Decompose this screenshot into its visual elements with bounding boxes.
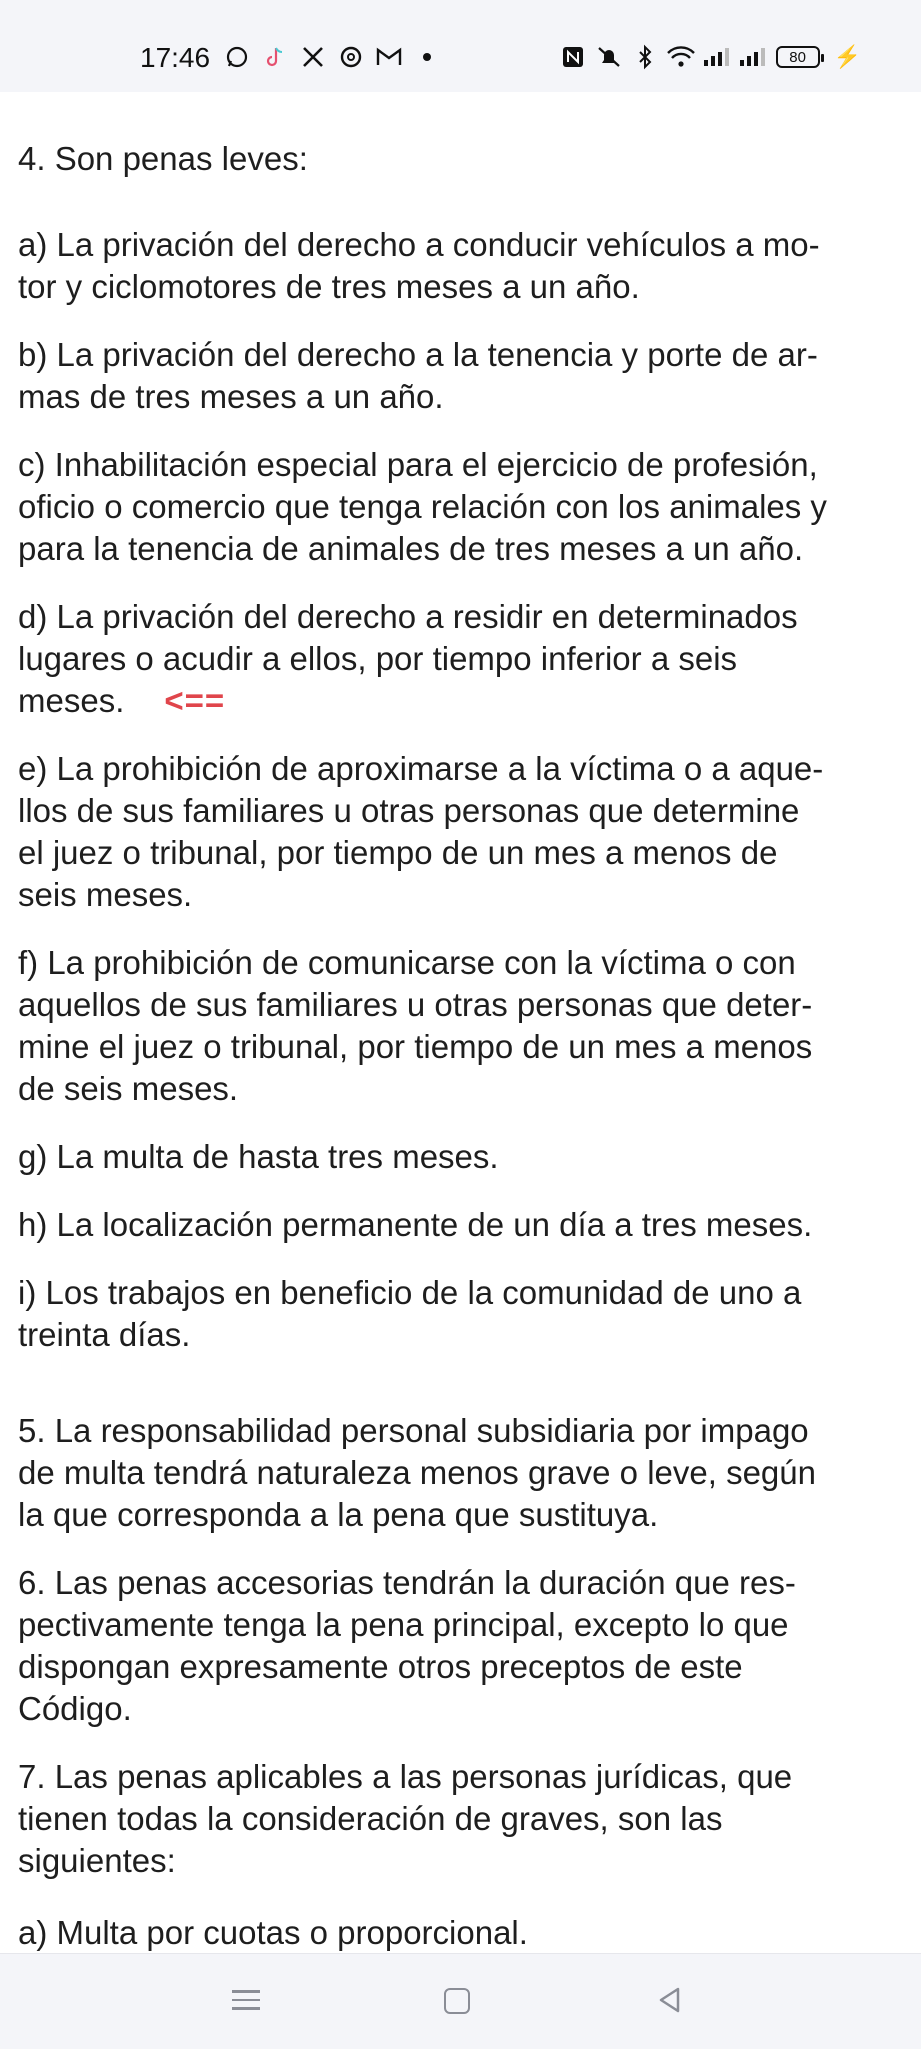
mute-icon xyxy=(596,44,622,70)
whatsapp-icon xyxy=(224,44,250,70)
charging-icon: ⚡ xyxy=(833,44,861,69)
list-item: g) La multa de hasta tres meses. xyxy=(18,1138,499,1175)
list-item: f) La prohibición de comunicarse con la víctima o con aquellos de sus familiares u otras personas que deter- mine el juez o tribunal, por tiempo de un mes a menos de seis meses. xyxy=(18,944,813,1107)
list-item: a) La privación del derecho a conducir vehículos a mo- tor y ciclomotores de tres meses a un año. xyxy=(18,226,820,305)
section-heading-4: 4. Son penas leves: xyxy=(18,140,308,177)
navigation-bar xyxy=(0,1953,921,2049)
gmail-icon xyxy=(376,44,402,70)
back-icon[interactable] xyxy=(654,1984,694,2024)
tiktok-icon xyxy=(262,44,288,70)
x-icon xyxy=(300,44,326,70)
threads-icon xyxy=(338,44,364,70)
wifi-icon xyxy=(668,44,694,70)
cut-off-text: a) Multa por cuotas o proporcional. xyxy=(18,1914,528,1951)
bluetooth-icon xyxy=(632,44,658,70)
document-content xyxy=(18,138,908,1951)
home-icon[interactable] xyxy=(444,1988,470,2014)
paragraph-6: 6. Las penas accesorias tendrán la duración que res- pectivamente tenga la pena principal, excepto lo que dispongan expresamente otros preceptos de este Código. xyxy=(18,1564,796,1727)
list-item: c) Inhabilitación especial para el ejercicio de profesión, oficio o comercio que tenga relación con los animales y para la tenencia de animales de tres meses a un año. xyxy=(18,446,827,567)
list-item: b) La privación del derecho a la tenencia y porte de ar- mas de tres meses a un año. xyxy=(18,336,818,415)
list-item: e) La prohibición de aproximarse a la víctima o a aque- llos de sus familiares u otras personas que determine el juez o tribunal, por tiempo de un mes a menos de seis meses. xyxy=(18,750,824,913)
paragraph-7: 7. Las penas aplicables a las personas jurídicas, que tienen todas la consideración de graves, son las siguientes: xyxy=(18,1758,793,1879)
status-time: 17:46 xyxy=(140,42,211,73)
annotation-arrow: <== xyxy=(164,682,226,719)
menu-icon[interactable] xyxy=(226,1984,266,2024)
list-item: i) Los trabajos en beneficio de la comunidad de uno a treinta días. xyxy=(18,1274,802,1353)
system-icons xyxy=(560,44,861,70)
battery-indicator: 80 xyxy=(776,46,820,68)
cut-off-line xyxy=(18,1912,908,1951)
list-item: h) La localización permanente de un día a tres meses. xyxy=(18,1206,813,1243)
signal-icon xyxy=(740,44,766,70)
list-item-text: d) La privación del derecho a residir en determinados lugares o acudir a ellos, por tiempo inferior a seis meses. xyxy=(18,598,798,719)
list-item-highlighted xyxy=(18,596,908,722)
dot-icon xyxy=(414,44,440,70)
signal-icon xyxy=(704,44,730,70)
paragraph-5: 5. La responsabilidad personal subsidiaria por impago de multa tendrá naturaleza menos grave o leve, según la que corresponda a la pena que sustituya. xyxy=(18,1412,816,1533)
notification-icons xyxy=(224,44,440,70)
nfc-icon xyxy=(560,44,586,70)
status-bar xyxy=(0,0,921,92)
